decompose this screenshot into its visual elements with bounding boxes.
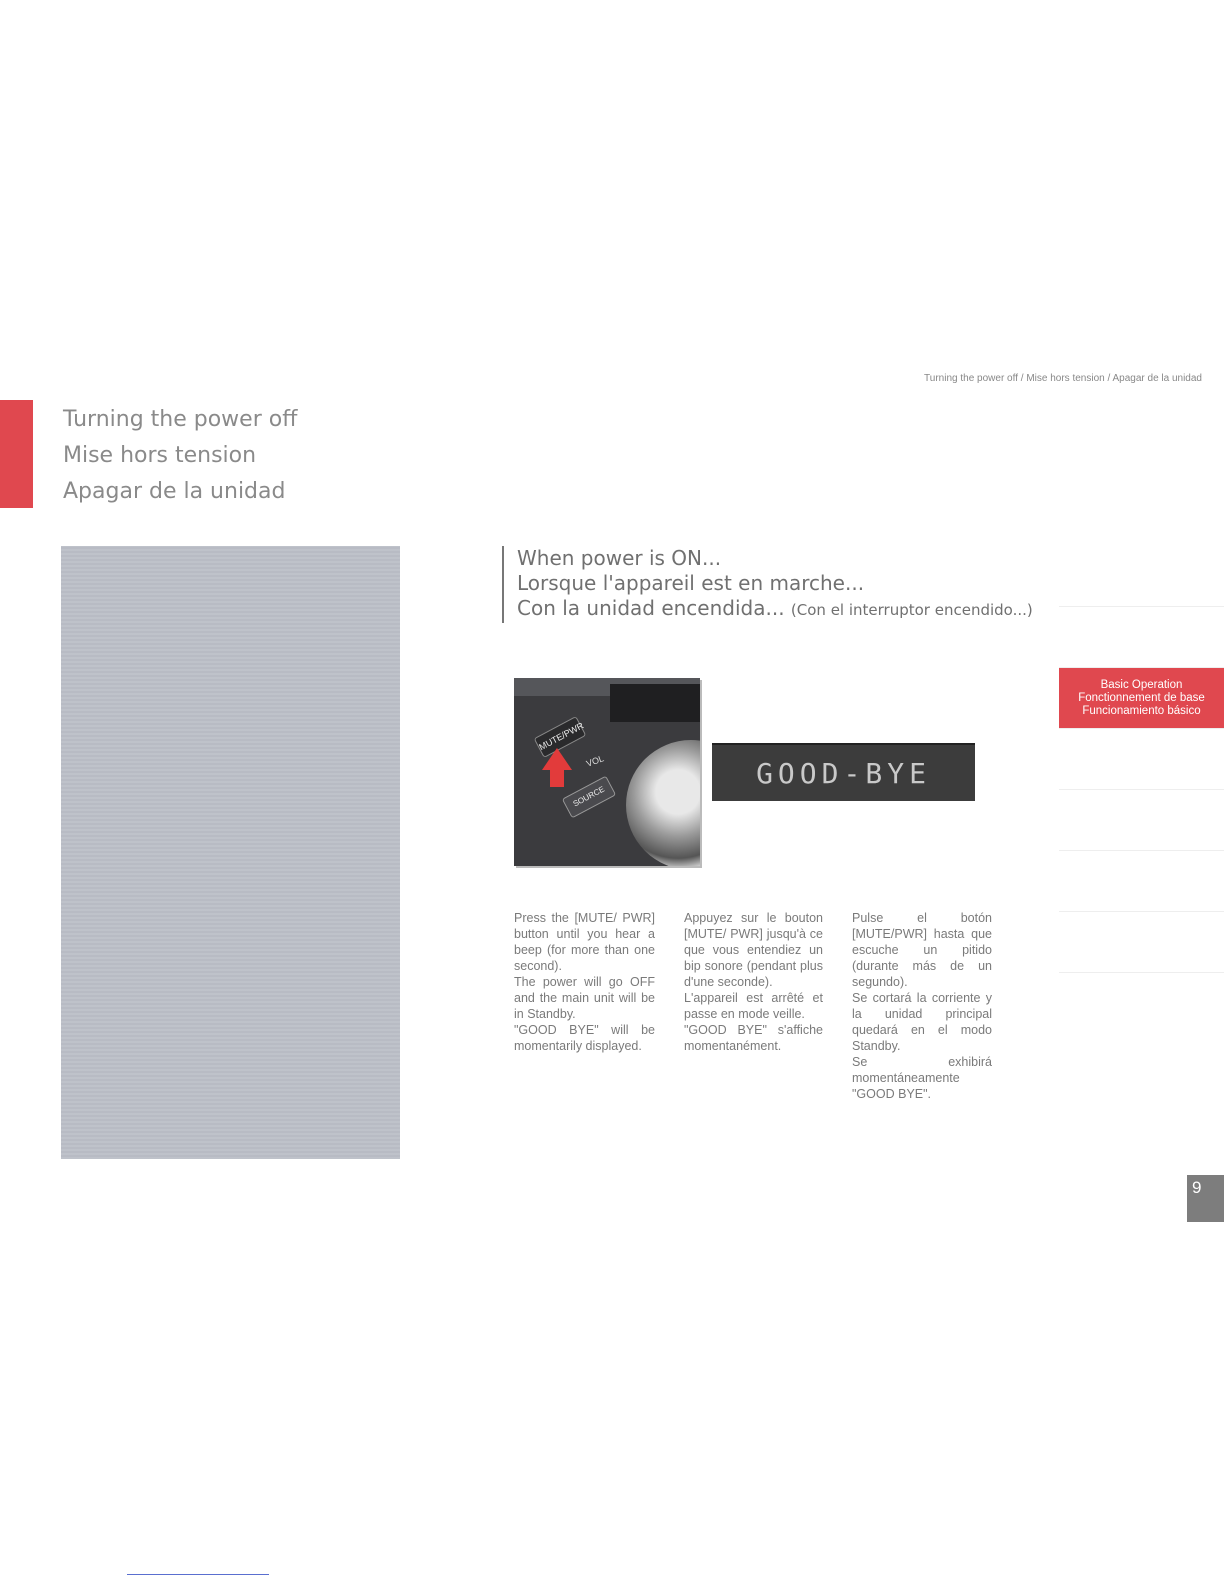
intro-en: When power is ON... (517, 546, 722, 570)
section-title-fr: Mise hors tension (63, 443, 257, 468)
instructions-fr (684, 910, 823, 1054)
intro-block (502, 546, 1033, 623)
instruction-en-1: Press the [MUTE/ PWR] button until you hear a beep (for more than one second). (514, 911, 655, 973)
side-navigation (1059, 546, 1224, 973)
arrow-stem (550, 769, 564, 787)
instruction-fr-3: "GOOD BYE" s'affiche momentanément. (684, 1023, 823, 1053)
arrow-up-icon (542, 748, 572, 770)
instruction-fr-2: L'appareil est arrêté et passe en mode veille. (684, 991, 823, 1021)
volume-knob (626, 740, 700, 866)
side-nav-item-4[interactable] (1059, 729, 1224, 790)
instruction-en-3: "GOOD BYE" will be momentarily displayed. (514, 1023, 655, 1053)
side-nav-active-fr: Fonctionnement de base (1078, 691, 1205, 704)
side-nav-active-en: Basic Operation (1100, 678, 1183, 691)
intro-fr: Lorsque l'appareil est en marche... (517, 571, 865, 595)
breadcrumb: Turning the power off / Mise hors tension / Apagar de la unidad (924, 373, 1202, 384)
section-title-en: Turning the power off (63, 407, 298, 432)
intro-es: Con la unidad encendida... (517, 596, 785, 620)
intro-es-line (517, 596, 1033, 623)
device-top-panel (610, 684, 700, 722)
section-title (63, 402, 297, 510)
mute-pwr-button: MUTE/PWR (534, 716, 587, 758)
instruction-es-1: Pulse el botón [MUTE/PWR] hasta que escuche un pitido (durante más de un segundo). (852, 911, 992, 989)
side-nav-item-basic-operation[interactable] (1059, 668, 1224, 729)
side-nav-item-2[interactable] (1059, 607, 1224, 668)
side-nav-item-1[interactable] (1059, 546, 1224, 607)
image-placeholder-panel (61, 546, 400, 1159)
page-number: 9 (1187, 1175, 1224, 1222)
instructions-es (852, 910, 992, 1102)
side-nav-item-5[interactable] (1059, 790, 1224, 851)
instruction-es-3: Se exhibirá momentáneamente "GOOD BYE". (852, 1055, 992, 1101)
intro-es-note: (Con el interruptor encendido...) (790, 601, 1033, 619)
side-nav-active-es: Funcionamiento básico (1082, 704, 1201, 717)
device-photo (514, 678, 700, 866)
instruction-es-2: Se cortará la corriente y la unidad principal quedará en el modo Standby. (852, 991, 992, 1053)
section-title-es: Apagar de la unidad (63, 479, 286, 504)
source-button: SOURCE (562, 776, 616, 819)
side-nav-item-7[interactable] (1059, 912, 1224, 973)
instruction-fr-1: Appuyez sur le bouton [MUTE/ PWR] jusqu'à ce que vous entendiez un bip sonore (pendant plus d'une seconde). (684, 911, 823, 989)
section-marker (0, 400, 33, 508)
instruction-en-2: The power will go OFF and the main unit will be in Standby. (514, 975, 655, 1021)
vol-label: VOL (584, 753, 606, 769)
side-nav-item-6[interactable] (1059, 851, 1224, 912)
lcd-display: GOOD-BYE (712, 743, 975, 801)
instructions-en (514, 910, 655, 1054)
footer-rule (127, 1574, 269, 1575)
